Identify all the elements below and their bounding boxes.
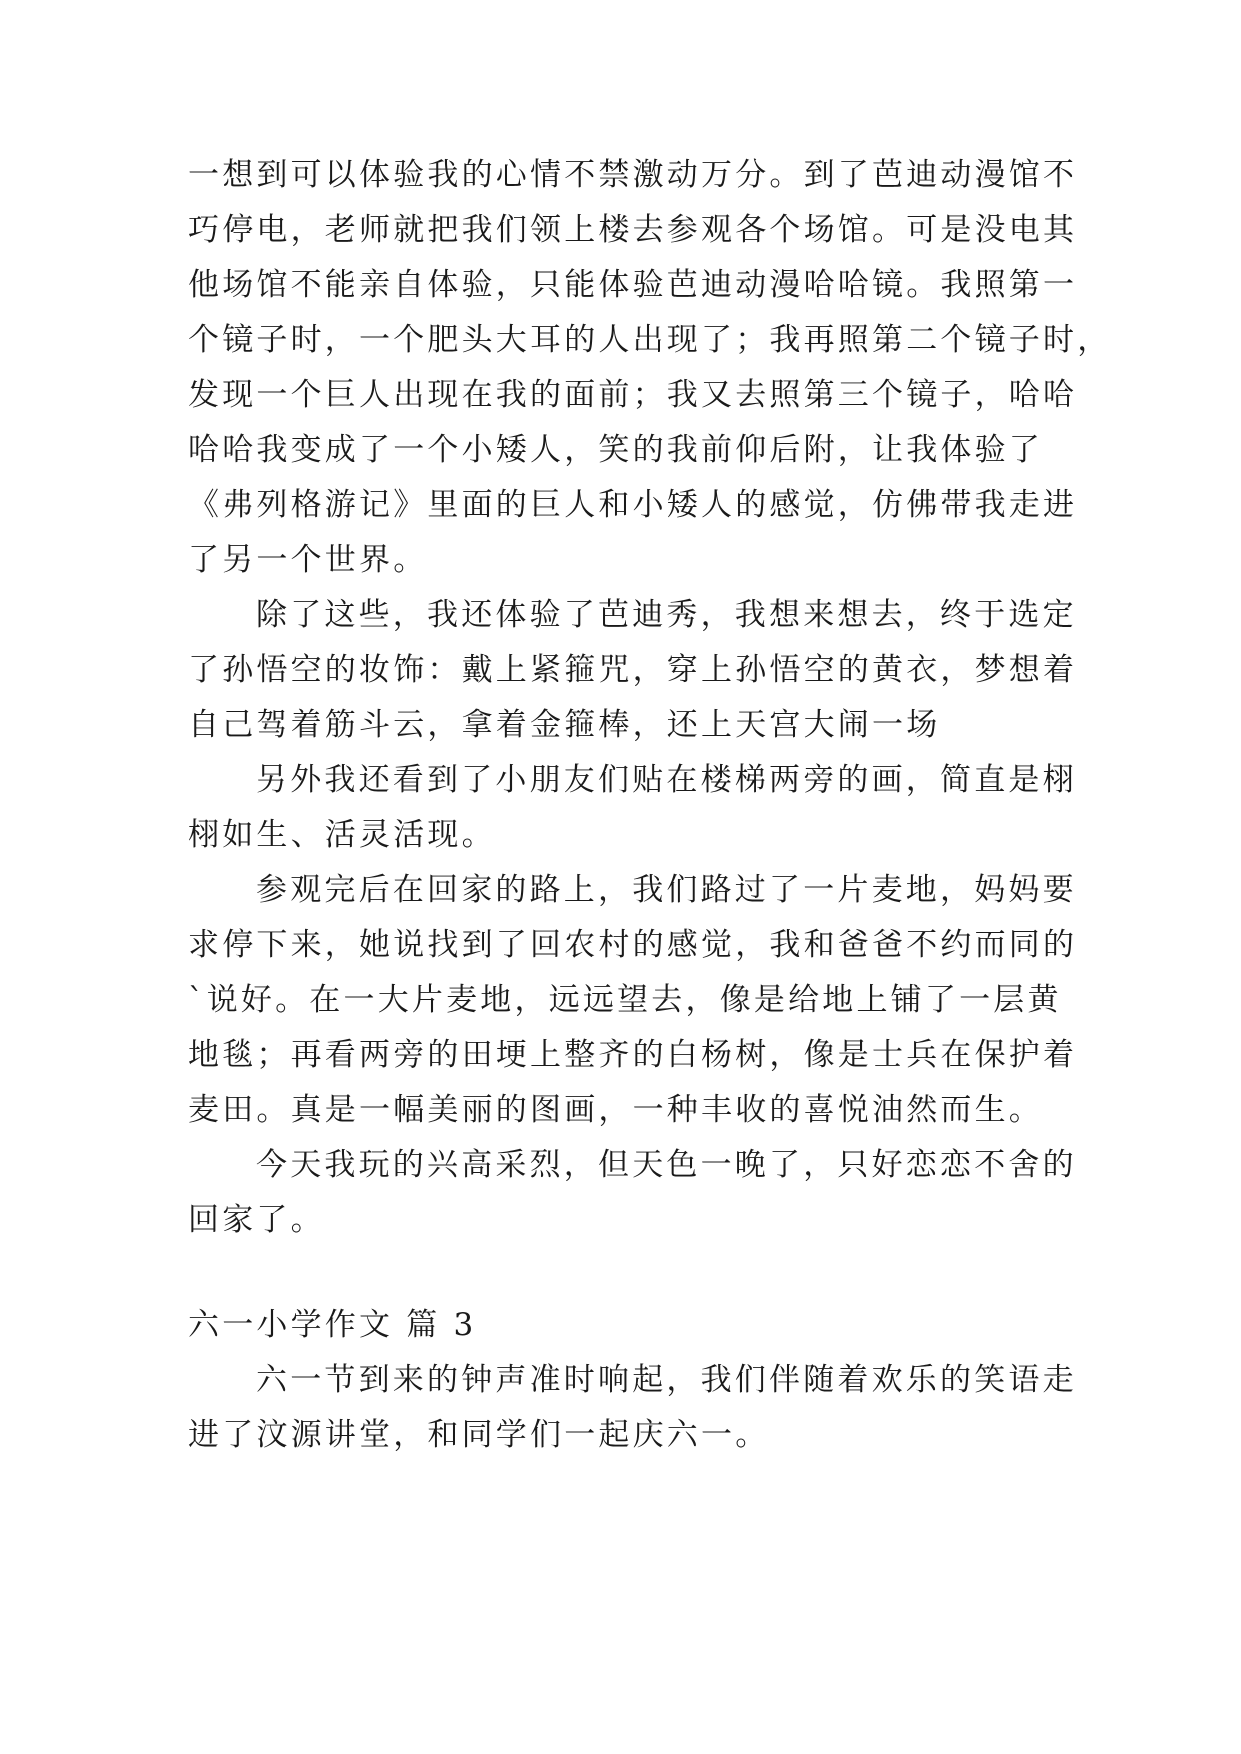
text-line: 发现一个巨人出现在我的面前；我又去照第三个镜子，哈哈 (188, 377, 1078, 413)
text-line: 进了汶源讲堂，和同学们一起庆六一。 (188, 1417, 770, 1453)
text-line: 了孙悟空的妆饰：戴上紧箍咒，穿上孙悟空的黄衣，梦想着 (188, 652, 1078, 688)
text-line: 另外我还看到了小朋友们贴在楼梯两旁的画，简直是栩 (256, 762, 1077, 798)
text-line: 除了这些，我还体验了芭迪秀，我想来想去，终于选定 (256, 597, 1077, 633)
text-line: 他场馆不能亲自体验，只能体验芭迪动漫哈哈镜。我照第一 (188, 267, 1078, 303)
article-body (188, 148, 1112, 1463)
text-line: 了另一个世界。 (188, 542, 428, 578)
text-line: 巧停电，老师就把我们领上楼去参观各个场馆。可是没电其 (188, 212, 1078, 248)
section-heading: 六一小学作文 篇 3 (188, 1307, 477, 1343)
text-line: 回家了。 (188, 1202, 325, 1238)
text-line: `说好。在一大片麦地，远远望去，像是给地上铺了一层黄 (188, 982, 1062, 1018)
text-line: 自己驾着筋斗云，拿着金箍棒，还上天宫大闹一场 (188, 707, 941, 743)
text-line: 哈哈我变成了一个小矮人，笑的我前仰后附，让我体验了 (188, 432, 1043, 468)
text-line: 求停下来，她说找到了回农村的感觉，我和爸爸不约而同的 (188, 927, 1078, 963)
text-line: 《弗列格游记》里面的巨人和小矮人的感觉，仿佛带我走进 (188, 487, 1078, 523)
text-line: 今天我玩的兴高采烈，但天色一晚了，只好恋恋不舍的 (256, 1147, 1077, 1183)
text-line: 地毯；再看两旁的田埂上整齐的白杨树，像是士兵在保护着 (188, 1037, 1078, 1073)
text-line: 六一节到来的钟声准时响起，我们伴随着欢乐的笑语走 (256, 1362, 1077, 1398)
text-line: 参观完后在回家的路上，我们路过了一片麦地，妈妈要 (256, 872, 1077, 908)
text-line: 栩如生、活灵活现。 (188, 817, 496, 853)
text-line: 个镜子时，一个肥头大耳的人出现了；我再照第二个镜子时， (188, 322, 1112, 358)
text-line: 一想到可以体验我的心情不禁激动万分。到了芭迪动漫馆不 (188, 157, 1078, 193)
text-line: 麦田。真是一幅美丽的图画，一种丰收的喜悦油然而生。 (188, 1092, 1043, 1128)
